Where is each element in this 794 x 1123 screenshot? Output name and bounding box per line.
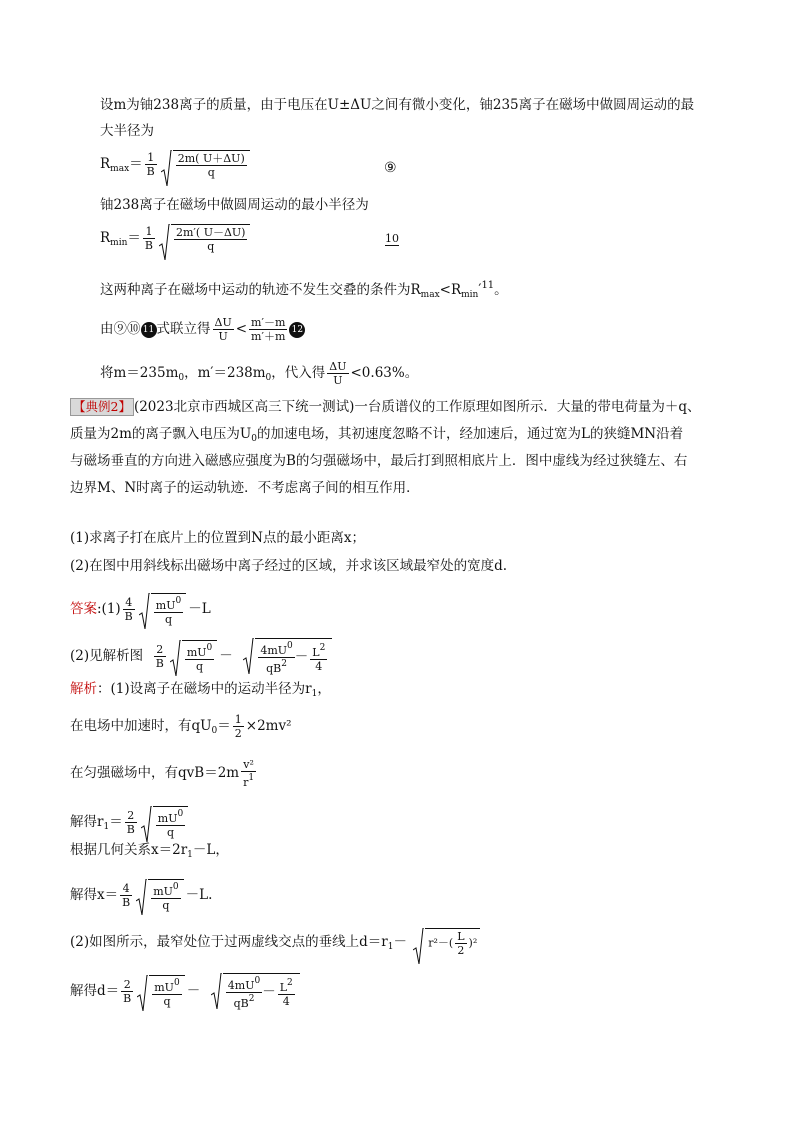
solution-4: 解得$r_1=$ $\frac{2}{B}$ $\frac{mU^0}{q}$ [70,806,190,839]
solution-1: 解析：(1)设离子在磁场中的运动半径为$r_1$， [70,681,331,699]
fraction: $\frac{1}{B}$ [146,151,155,178]
solution-3: 在匀强磁场中，有qvB＝2m $\frac{\text{v²}}{r^1}$ [70,758,255,789]
equation-number-10: 10 [385,232,399,245]
text-line: 边界M、N时离子的运动轨迹．不考虑离子间的相互作用． [70,480,420,496]
solution-2: 在电场中加速时，有$qU_0=$ $\frac{1}{2}$ ×2mv² [70,713,292,740]
answer-2: (2)见解析图 $\frac{2}{B}$ $\frac{mU^0}{q}$ － $\frac{4mU^0}{qB^2}$ － $\frac{L^2}{4}$ [70,638,334,675]
answer-label: 答案 [70,601,97,617]
text-line: 将$m=235m_0$，$m'=238m_0$，代入得 $\frac{\Delta U}{U}$ <0.63%。 [100,360,419,387]
question-2: (2)在图中用斜线标出磁场中离子经过的区域，并求该区域最窄处的宽度d. [70,558,508,574]
rmax-sub: max [110,164,130,174]
radical: $\frac{2m( U+\Delta U)}{q}$ [161,150,250,179]
solution-5: 根据几何关系$x=2r_1-L$， [70,842,229,860]
text-line: 与磁场垂直的方向进入磁感应强度为B的匀强磁场中，最后打到照相底片上．图中虚线为经过狭缝左、右 [70,453,688,469]
formula-rmin: $R_{min}=$ $\frac{1}{B}$ $\frac{2m'( U-\Delta U)}{q}$ [100,224,252,253]
example-line: 【典例2】 (2023北京市西城区高三下统一测试)一台质谱仪的工作原理如图所示．大量的带电荷量为＋q、 [70,398,700,416]
text-line: 质量为2m的离子飘入电压为$U_0$的加速电场，其初速度忽略不计，经加速后，通过宽为L的狭缝MN沿着 [70,426,684,444]
solution-7: (2)如图所示，最窄处位于过两虚线交点的垂线上$d=r_1-$ r²－( $\frac{L}{2}$ )² [70,928,482,957]
text-line: 这两种离子在磁场中运动的轨迹不发生交叠的条件为$R_{max}<R_{min}'^{11}$。 [100,280,508,300]
solution-label: 解析 [70,681,97,697]
text-line: 设m为铀238离子的质量，由于电压在U±ΔU之间有微小变化，铀235离子在磁场中做圆周运动的最 [100,97,695,113]
equation-number-9: ⑨ [384,160,397,176]
text-line: 大半径为 [100,123,154,139]
formula-rmax [100,150,252,179]
example-tag: 【典例2】 [70,398,134,416]
text-line: 由⑨⑩ 11 式联立得 $\frac{\Delta U}{U}$ < $\frac{m'-m}{m'+m}$ 12 [100,316,305,343]
question-1: (1)求离子打在底片上的位置到N点的最小距离x； [70,530,366,546]
equals: ＝ [129,156,143,172]
solution-6: 解得x＝ $\frac{4}{B}$ $\frac{mU^0}{q}$ －L. [70,879,212,912]
answer-1: 答案:(1) $\frac{4}{B}$ $\frac{mU^0}{q}$ －L [70,593,211,626]
rmax-symbol: R [100,156,111,172]
solution-8: 解得d＝ $\frac{2}{B}$ $\frac{mU^0}{q}$ － $\frac{4mU^0}{qB^2}$ － $\frac{L^2}{4}$ [70,973,302,1010]
text-line: 铀238离子在磁场中做圆周运动的最小半径为 [100,197,369,213]
